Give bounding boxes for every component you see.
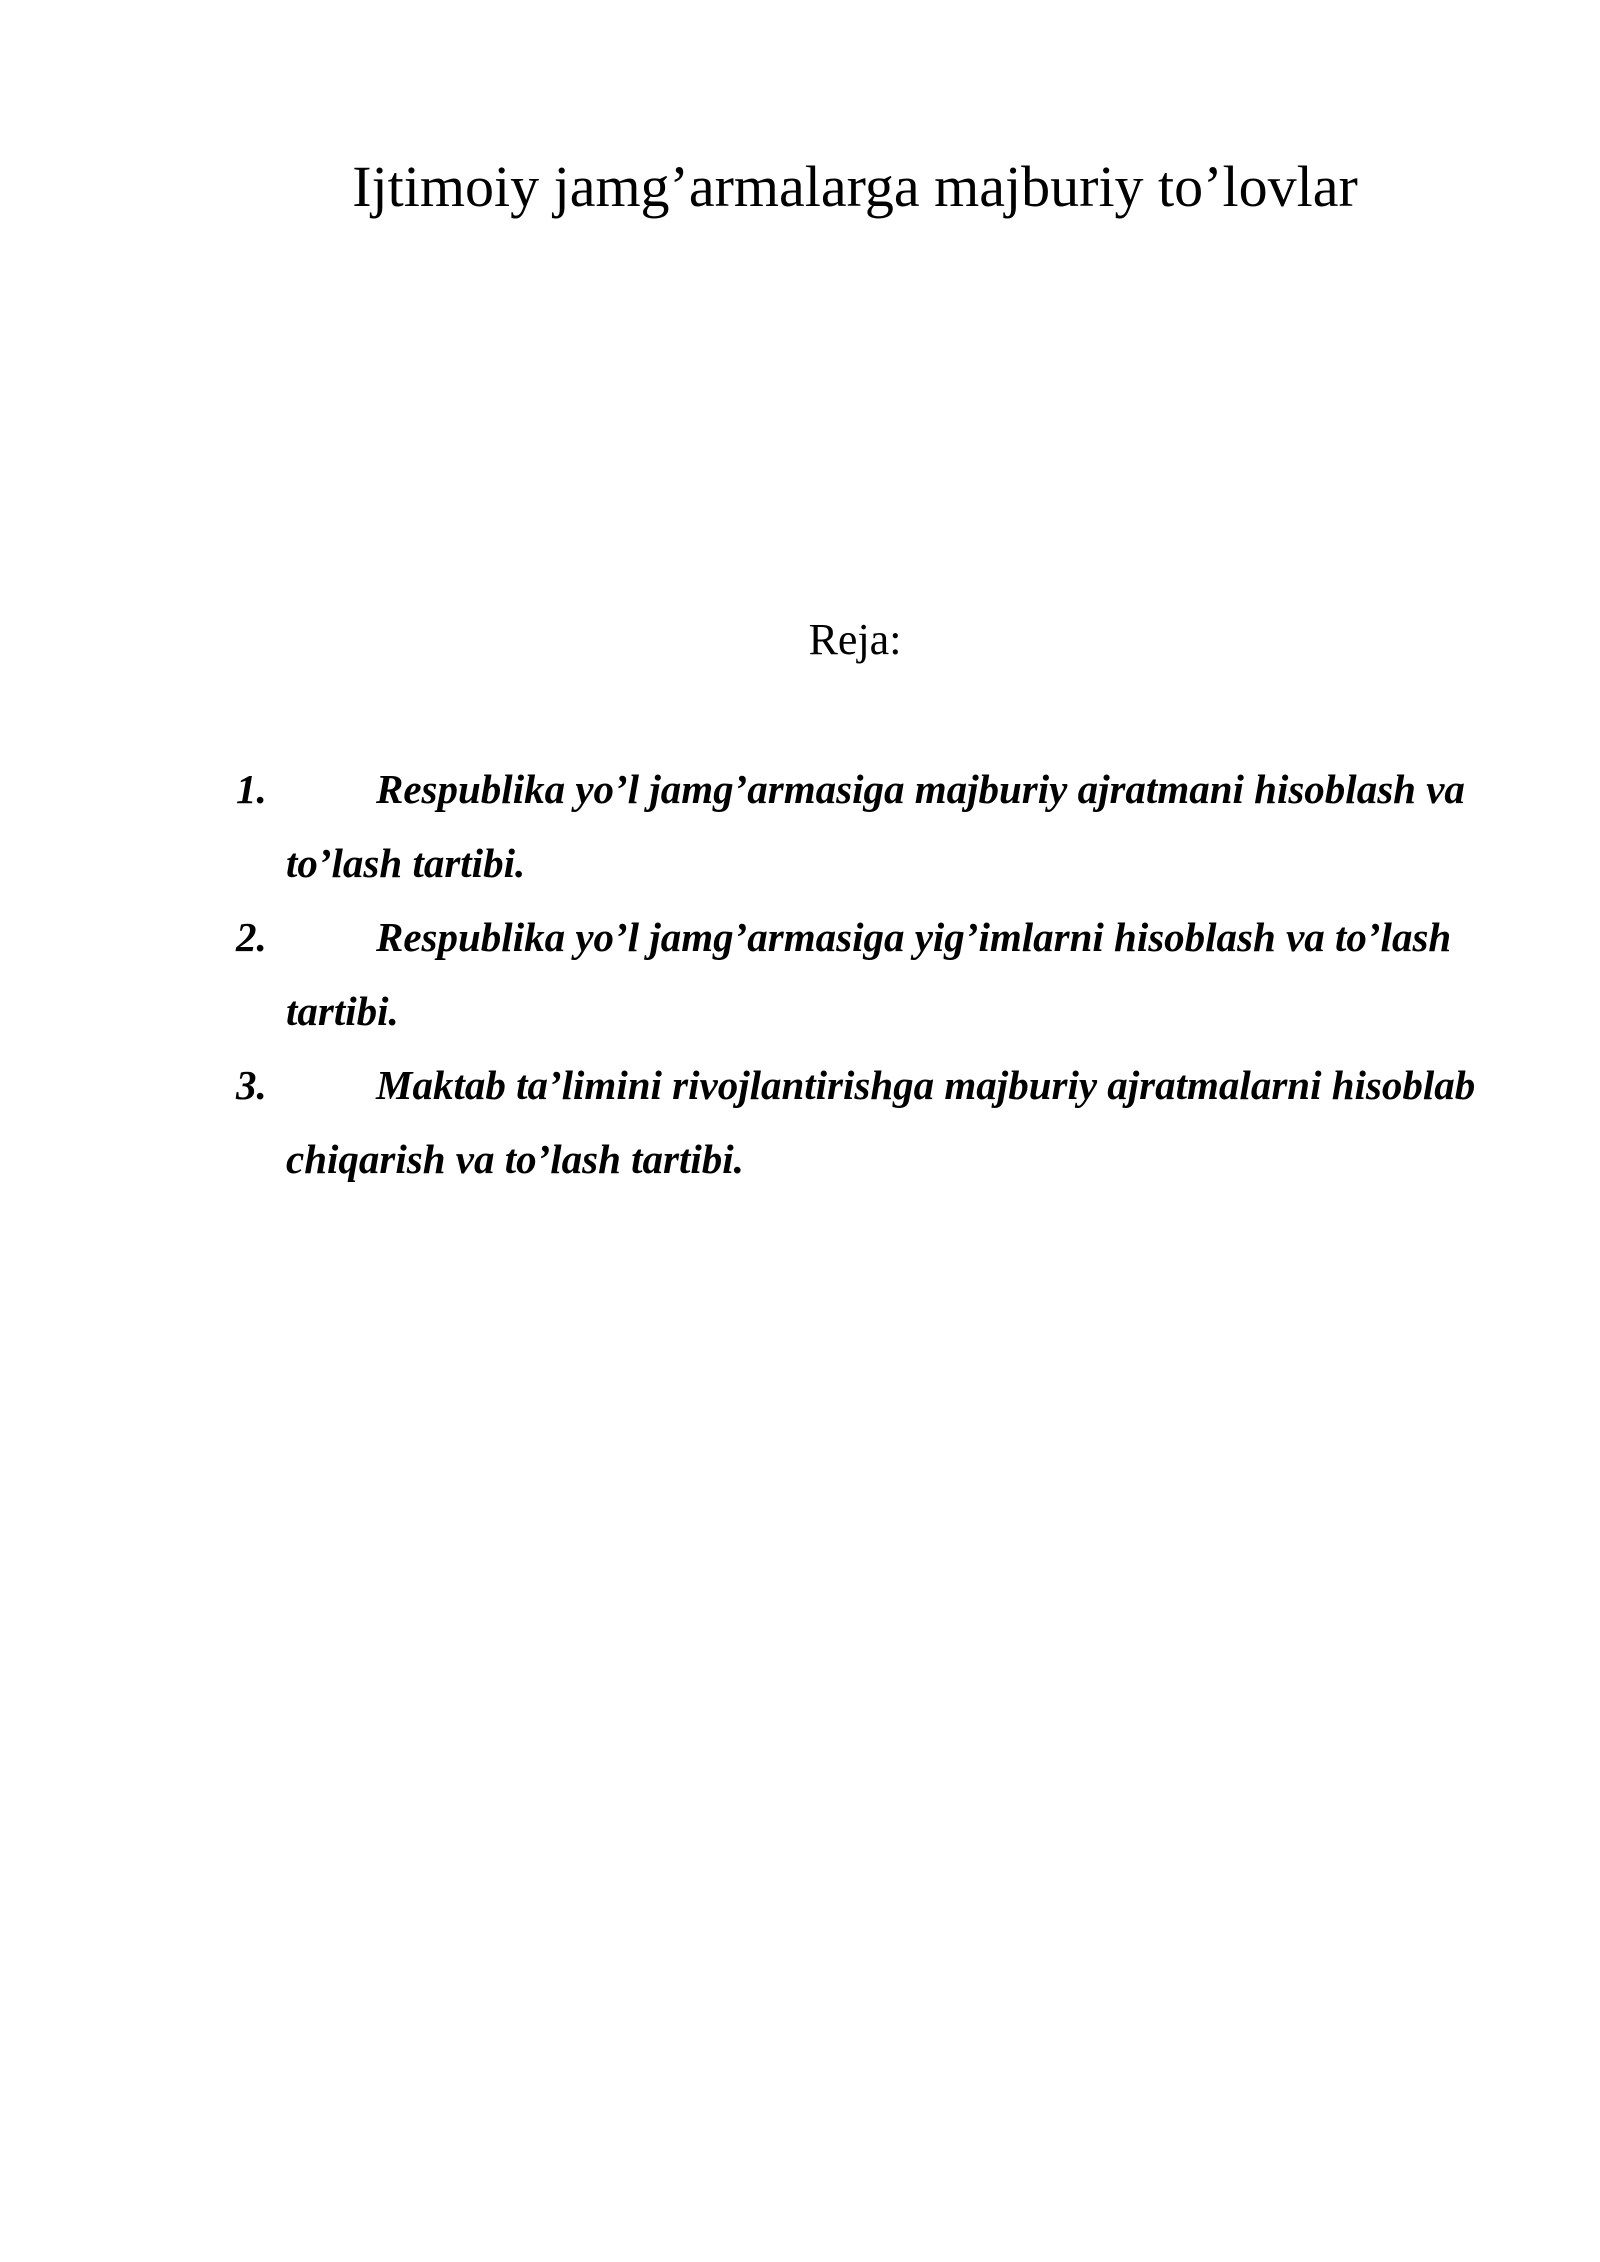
plan-item-number: 2. [236, 914, 267, 960]
plan-heading: Reja: [808, 615, 902, 664]
plan-item-3 [236, 1048, 1500, 1196]
plan-item-2 [236, 900, 1500, 1048]
plan-list [236, 752, 1500, 1196]
plan-item-text: Respublika yo’l jamg’armasiga majburiy ajratmani hisoblash va to’lash tartibi. [286, 766, 1465, 886]
document-title: Ijtimoiy jamg’armalarga majburiy to’lovlar [352, 154, 1358, 219]
plan-item-number: 3. [236, 1062, 267, 1108]
plan-item-number: 1. [236, 766, 267, 812]
plan-item-text: Respublika yo’l jamg’armasiga yig’imlarni hisoblash va to’lash tartibi. [286, 914, 1452, 1034]
plan-item-text: Maktab ta’limini rivojlantirishga majburiy ajratmalarni hisoblab chiqarish va to’lash tartibi. [286, 1062, 1476, 1182]
plan-item-1 [236, 752, 1500, 900]
